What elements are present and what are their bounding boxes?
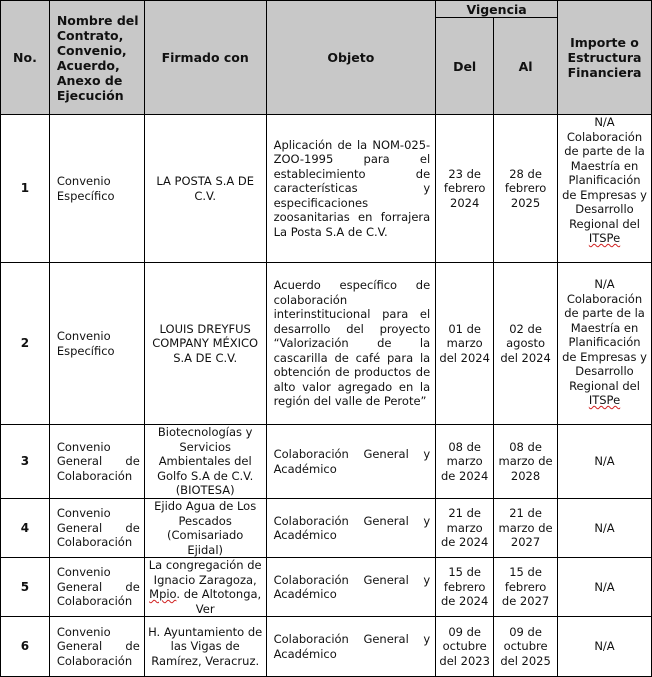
- header-del: Del: [436, 18, 494, 115]
- agreement-type: Convenio General de Colaboración: [49, 425, 144, 499]
- header-importe: Importe o Estructura Financiera: [558, 1, 652, 115]
- table-row: [1, 263, 652, 425]
- financial-structure: [558, 115, 652, 263]
- agreement-object: Colaboración General y Académico: [266, 617, 436, 677]
- valid-to: 15 de febrero de 2027: [494, 558, 558, 617]
- agreement-type: Convenio General de Colaboración: [49, 617, 144, 677]
- header-firmado-con: Firmado con: [144, 1, 266, 115]
- importe-abbr: ITSPe: [588, 393, 621, 407]
- importe-na: N/A: [594, 277, 615, 291]
- importe-text: Colaboración de parte de la Maestría en Planificación de Empresas y Desarrollo Regional del: [562, 291, 647, 393]
- agreement-object: Acuerdo específico de colaboración interinstitucional para el desarrollo del proyecto “Valorización de la cascarilla de café para la obtención de productos de alto valor agregado en la región del valle de Perote”: [266, 263, 436, 425]
- row-number: 6: [1, 617, 50, 677]
- signed-with: [144, 558, 266, 617]
- valid-from: 09 de octubre del 2023: [436, 617, 494, 677]
- agreement-type: Convenio Específico: [49, 115, 144, 263]
- agreement-object: Colaboración General y Académico: [266, 425, 436, 499]
- importe-na: N/A: [594, 115, 615, 129]
- row-number: 4: [1, 499, 50, 558]
- header-vigencia: Vigencia: [436, 1, 558, 18]
- valid-to: 02 de agosto del 2024: [494, 263, 558, 425]
- table-row: [1, 558, 652, 617]
- signed-with: Biotecnologías y Servicios Ambientales del Golfo S.A de C.V. (BIOTESA): [144, 425, 266, 499]
- agreement-type: Convenio General de Colaboración: [49, 558, 144, 617]
- agreement-type: Convenio Específico: [49, 263, 144, 425]
- financial-structure: N/A: [558, 617, 652, 677]
- header-no: No.: [1, 1, 50, 115]
- table-row: [1, 499, 652, 558]
- valid-to: 09 de octubre del 2025: [494, 617, 558, 677]
- valid-to: 21 de marzo de 2027: [494, 499, 558, 558]
- row-number: 3: [1, 425, 50, 499]
- agreement-object: Aplicación de la NOM-025-ZOO-1995 para el establecimiento de características y especificaciones zoosanitarias en forrajera La Posta S.A de C.V.: [266, 115, 436, 263]
- signed-with: LOUIS DREYFUS COMPANY MÉXICO S.A DE C.V.: [144, 263, 266, 425]
- financial-structure: N/A: [558, 558, 652, 617]
- row-number: 5: [1, 558, 50, 617]
- row-number: 1: [1, 115, 50, 263]
- valid-from: 23 de febrero 2024: [436, 115, 494, 263]
- financial-structure: [558, 263, 652, 425]
- importe-abbr: ITSPe: [588, 231, 621, 245]
- valid-from: 08 de marzo de 2024: [436, 425, 494, 499]
- valid-to: 08 de marzo de 2028: [494, 425, 558, 499]
- valid-from: 21 de marzo de 2024: [436, 499, 494, 558]
- signed-with-part-b: . de Altotonga, Ver: [176, 587, 262, 616]
- row-number: 2: [1, 263, 50, 425]
- agreement-object: Colaboración General y Académico: [266, 499, 436, 558]
- header-nombre: Nombre del Contrato, Convenio, Acuerdo, Anexo de Ejecución: [49, 1, 144, 115]
- table-row: [1, 617, 652, 677]
- signed-with: Ejido Agua de Los Pescados (Comisariado Ejidal): [144, 499, 266, 558]
- header-objeto: Objeto: [266, 1, 436, 115]
- valid-from: 15 de febrero de 2024: [436, 558, 494, 617]
- financial-structure: N/A: [558, 425, 652, 499]
- table-row: [1, 115, 652, 263]
- agreement-type: Convenio General de Colaboración: [49, 499, 144, 558]
- financial-structure: N/A: [558, 499, 652, 558]
- signed-with-mpio: Mpio: [149, 587, 177, 601]
- importe-text: Colaboración de parte de la Maestría en Planificación de Empresas y Desarrollo Regional del: [562, 129, 647, 231]
- valid-from: 01 de marzo del 2024: [436, 263, 494, 425]
- header-al: Al: [494, 18, 558, 115]
- table-row: [1, 425, 652, 499]
- valid-to: 28 de febrero 2025: [494, 115, 558, 263]
- signed-with: LA POSTA S.A DE C.V.: [144, 115, 266, 263]
- signed-with-part-a: La congregación de Ignacio Zaragoza,: [148, 558, 262, 587]
- signed-with: H. Ayuntamiento de las Vigas de Ramírez, Veracruz.: [144, 617, 266, 677]
- agreement-object: Colaboración General y Académico: [266, 558, 436, 617]
